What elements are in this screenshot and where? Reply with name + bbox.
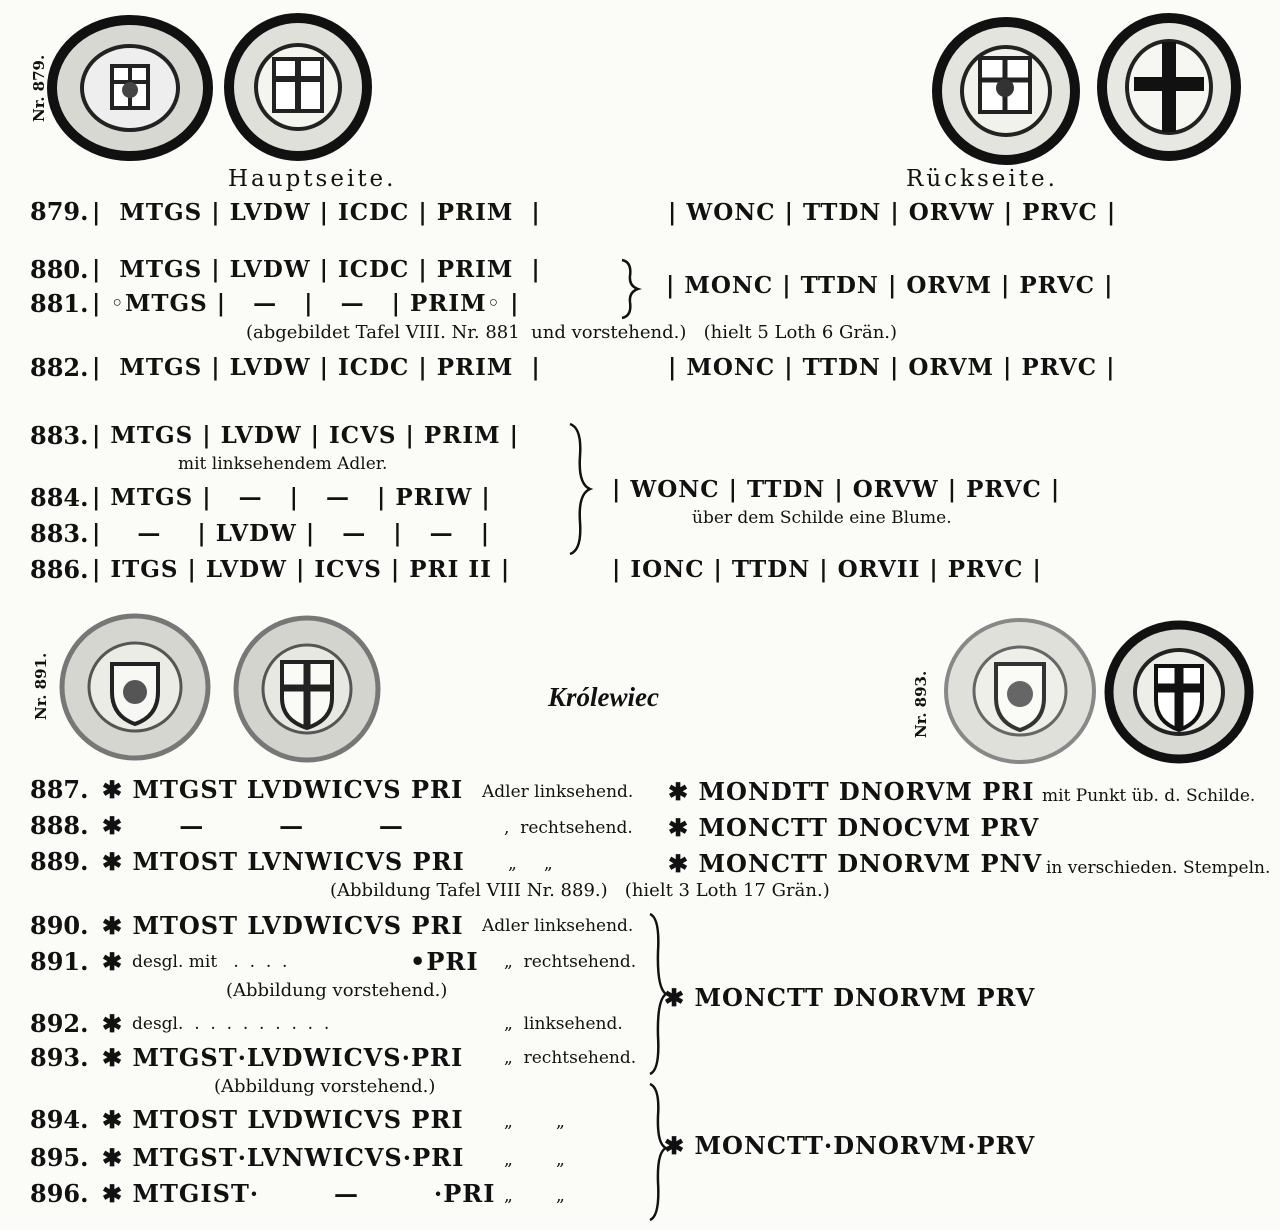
obverse-note: „ rechtsehend. xyxy=(504,1048,637,1068)
city-label: Królewiec xyxy=(548,682,659,712)
entry-number: 886. xyxy=(30,555,89,584)
note: über dem Schilde eine Blume. xyxy=(692,508,952,528)
reverse-legend: ✱ MONCTT DNORVM PRV xyxy=(664,983,1036,1012)
reverse-legend: | MONC | TTDN | ORVM | PRVC | xyxy=(666,272,1114,299)
coin-label-893: Nr. 893. xyxy=(912,670,930,738)
entry-number: 894. xyxy=(30,1105,89,1134)
group-brace xyxy=(566,422,594,556)
entry-number: 888. xyxy=(30,811,89,840)
entry-number: 879. xyxy=(30,197,89,226)
obverse-legend: | MTGS | LVDW | ICVS | PRIM | xyxy=(92,422,519,449)
entry-number: 889. xyxy=(30,847,89,876)
obverse-note: „ linksehend. xyxy=(504,1014,623,1034)
reverse-legend: ✱ MONCTT·DNORVM·PRV xyxy=(664,1131,1036,1160)
reverse-legend: | WONC | TTDN | ORVW | PRVC | xyxy=(612,476,1061,503)
entry-number: 896. xyxy=(30,1179,89,1208)
coin-891-reverse-image xyxy=(232,614,382,764)
ditto-marks: „ „ xyxy=(504,1112,565,1132)
reverse-legend: | MONC | TTDN | ORVM | PRVC | xyxy=(668,354,1116,381)
reverse-legend: ✱ MONCTT DNORVM PNV xyxy=(668,849,1043,878)
obverse-legend: ✱ MTOST LVDWICVS PRI xyxy=(102,911,464,940)
coin-891-obverse-image xyxy=(58,612,212,762)
obverse-legend: ✱ — — — xyxy=(102,811,404,840)
entry-number: 883. xyxy=(30,519,89,548)
reverse-legend: ✱ MONDTT DNORVM PRI xyxy=(668,777,1035,806)
obverse-legend: ✱ MTGST LVDWICVS PRI xyxy=(102,775,464,804)
obverse-legend: ✱ MTOST LVDWICVS PRI xyxy=(102,1105,464,1134)
obverse-legend: | MTGS | — | — | PRIW | xyxy=(92,484,491,511)
ditto-marks: „ „ xyxy=(504,1150,565,1170)
obverse-legend: | — | LVDW | — | — | xyxy=(92,520,491,547)
entry-number: 880. xyxy=(30,255,89,284)
obverse-legend: | MTGS | LVDW | ICDC | PRIM | xyxy=(92,199,541,226)
star-mark: ✱ xyxy=(102,947,124,976)
obverse-legend: ✱ MTGST·LVDWICVS·PRI xyxy=(102,1043,464,1072)
obverse-legend: ✱ MTGIST· — ·PRI xyxy=(102,1179,496,1208)
entry-number: 881. xyxy=(30,289,89,318)
description: desgl. mit . . . . xyxy=(132,952,288,972)
reverse-legend: ✱ MONCTT DNOCVM PRV xyxy=(668,813,1040,842)
obverse-legend: | ITGS | LVDW | ICVS | PRI II | xyxy=(92,556,511,583)
coin-893-reverse-image xyxy=(1106,622,1252,762)
coin-label-879: Nr. 879. xyxy=(30,54,48,122)
obverse-note: , rechtsehend. xyxy=(504,818,633,838)
entry-number: 884. xyxy=(30,483,89,512)
coin-879-reverse-image xyxy=(224,14,372,160)
reverse-legend: | IONC | TTDN | ORVII | PRVC | xyxy=(612,556,1042,583)
coin-879-obverse-image xyxy=(50,18,212,158)
entry-number: 890. xyxy=(30,911,89,940)
coin-879-obverse-alt-image xyxy=(932,18,1080,164)
obverse-note: Adler linksehend. xyxy=(482,916,634,936)
obverse-legend: ✱ MTOST LVNWICVS PRI xyxy=(102,847,465,876)
entry-number: 887. xyxy=(30,775,89,804)
coin-893-obverse-image xyxy=(942,616,1098,766)
reverse-note: mit Punkt üb. d. Schilde. xyxy=(1042,786,1256,806)
obverse-note: „ „ xyxy=(508,854,553,874)
note: mit linksehendem Adler. xyxy=(178,454,388,474)
reverse-header: Rückseite. xyxy=(906,166,1058,192)
entry-number: 893. xyxy=(30,1043,89,1072)
ditto-marks: „ „ xyxy=(504,1186,565,1206)
reverse-legend: | WONC | TTDN | ORVW | PRVC | xyxy=(668,199,1117,226)
obverse-legend: | MTGS | LVDW | ICDC | PRIM | xyxy=(92,256,541,283)
entry-number: 882. xyxy=(30,353,89,382)
reverse-note: in verschieden. Stempeln. xyxy=(1046,858,1271,878)
obverse-note: Adler linksehend. xyxy=(482,782,634,802)
note: (Abbildung Tafel VIII Nr. 889.) (hielt 3 Loth 17 Grän.) xyxy=(330,880,830,901)
obverse-legend: | ◦MTGS | — | — | PRIM◦ | xyxy=(92,290,520,317)
note: (Abbildung vorstehend.) xyxy=(226,980,448,1001)
obverse-header: Hauptseite. xyxy=(228,166,397,192)
entry-number: 891. xyxy=(30,947,89,976)
note: (Abbildung vorstehend.) xyxy=(214,1076,436,1097)
entry-number: 892. xyxy=(30,1009,89,1038)
coin-label-891: Nr. 891. xyxy=(32,652,50,720)
obverse-note: „ rechtsehend. xyxy=(504,952,637,972)
entry-number: 883. xyxy=(30,421,89,450)
obverse-legend: ✱ MTGST·LVNWICVS·PRI xyxy=(102,1143,465,1172)
note: (abgebildet Tafel VIII. Nr. 881 und vorstehend.) (hielt 5 Loth 6 Grän.) xyxy=(246,322,898,343)
coin-879-reverse-alt-image xyxy=(1098,14,1240,160)
description: desgl. . . . . . . . . . xyxy=(132,1014,330,1034)
obverse-legend: •PRI xyxy=(410,947,479,976)
star-mark: ✱ xyxy=(102,1009,124,1038)
entry-number: 895. xyxy=(30,1143,89,1172)
group-brace xyxy=(618,258,640,320)
obverse-legend: | MTGS | LVDW | ICDC | PRIM | xyxy=(92,354,541,381)
